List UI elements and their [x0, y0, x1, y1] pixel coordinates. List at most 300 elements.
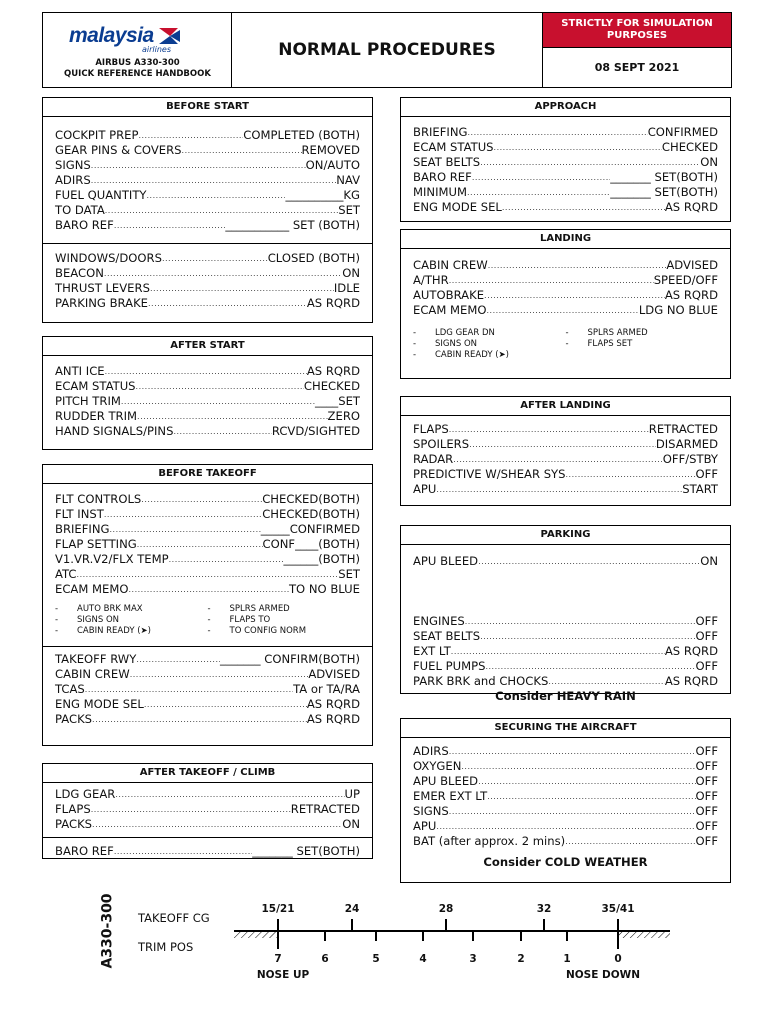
item-label: ENG MODE SEL — [55, 697, 144, 711]
checklist-item — [55, 379, 360, 394]
item-value: ON/AUTO — [305, 158, 360, 172]
checklist-item — [55, 158, 360, 173]
item-value: RCVD/SIGHTED — [271, 424, 360, 438]
checklist-item — [55, 787, 360, 802]
item-value: CHECKED — [661, 140, 718, 154]
note-text: SIGNS ON — [435, 339, 477, 349]
item-value: LDG NO BLUE — [638, 303, 718, 317]
cg-tick-label: 28 — [438, 903, 454, 915]
leader-dots — [91, 158, 306, 173]
item-value: OFF — [695, 789, 718, 803]
item-label: ATC — [55, 567, 77, 581]
checklist-item — [413, 288, 718, 303]
item-label: RADAR — [413, 452, 454, 466]
leader-dots — [147, 188, 286, 203]
item-value: __________KG — [285, 188, 360, 202]
item-value: ON — [700, 554, 718, 568]
item-value: _______ CONFIRM(BOTH) — [219, 652, 360, 666]
dash-bullet: - — [207, 615, 211, 625]
leader-dots — [465, 614, 696, 629]
trim-tick-label: 7 — [274, 953, 282, 965]
item-label: PACKS — [55, 712, 93, 726]
leader-dots — [451, 644, 665, 659]
item-value: ON — [700, 155, 718, 169]
leader-dots — [148, 296, 307, 311]
leader-dots — [77, 567, 339, 582]
before-start-panel — [42, 97, 373, 323]
trim-tick-label: 4 — [419, 953, 427, 965]
dash-bullet: - — [413, 339, 417, 349]
memo-notes — [43, 604, 372, 646]
item-value: SET — [338, 567, 360, 581]
item-value: NAV — [336, 173, 360, 187]
item-label: HAND SIGNALS/PINS — [55, 424, 174, 438]
item-label: APU — [413, 482, 437, 496]
checklist-group — [43, 646, 372, 727]
item-value: _______ SET(BOTH) — [252, 844, 360, 858]
item-label: TCAS — [55, 682, 85, 696]
checklist-item — [413, 554, 718, 569]
item-value: AS RQRD — [664, 644, 718, 658]
item-label: ECAM MEMO — [55, 582, 129, 596]
checklist-item — [413, 155, 718, 170]
memo-notes — [401, 328, 730, 361]
trim-tick-label: 6 — [321, 953, 329, 965]
checklist-item — [55, 552, 360, 567]
checklist-item — [55, 364, 360, 379]
memo-note — [208, 604, 361, 615]
leader-dots — [488, 258, 667, 273]
checklist-item — [413, 629, 718, 644]
item-label: LDG GEAR — [55, 787, 116, 801]
trim-tick-label: 1 — [563, 953, 571, 965]
kite-icon — [156, 26, 182, 46]
aircraft-type: AIRBUS A330-300 — [95, 58, 180, 68]
item-value: COMPLETED (BOTH) — [243, 128, 360, 142]
item-label: MINIMUM — [413, 185, 468, 199]
note-text: AUTO BRK MAX — [77, 604, 143, 614]
leader-dots — [453, 452, 663, 467]
item-label: ENGINES — [413, 614, 465, 628]
leader-dots — [565, 834, 695, 849]
simulation-notice: STRICTLY FOR SIMULATION PURPOSES — [542, 13, 731, 48]
item-value: UP — [344, 787, 360, 801]
cg-tick-label: 15/21 — [261, 903, 295, 915]
item-label: PACKS — [55, 817, 93, 831]
item-label: SPOILERS — [413, 437, 470, 451]
item-label: PREDICTIVE W/SHEAR SYS — [413, 467, 566, 481]
checklist-item — [413, 200, 718, 215]
checklist-item — [413, 819, 718, 834]
item-value: RETRACTED — [648, 422, 718, 436]
leader-dots — [162, 251, 268, 266]
item-label: ECAM MEMO — [413, 303, 487, 317]
item-value: CONF____(BOTH) — [262, 537, 360, 551]
item-label: PARKING BRAKE — [55, 296, 148, 310]
trim-tick-label: 0 — [614, 953, 622, 965]
item-value: CLOSED (BOTH) — [267, 251, 360, 265]
panel-title: BEFORE START — [43, 98, 372, 117]
memo-note — [566, 339, 719, 350]
checklist-item — [413, 258, 718, 273]
approach-panel — [400, 97, 731, 222]
item-value: OFF — [695, 834, 718, 848]
item-label: BARO REF — [55, 844, 114, 858]
item-label: CABIN CREW — [413, 258, 488, 272]
item-label: FLAPS — [55, 802, 91, 816]
checklist-item — [55, 844, 360, 859]
leader-dots — [436, 819, 695, 834]
panel-title: AFTER TAKEOFF / CLIMB — [43, 764, 372, 783]
checklist-item — [55, 188, 360, 203]
item-label: CABIN CREW — [55, 667, 130, 681]
leader-dots — [114, 218, 226, 233]
item-value: RETRACTED — [290, 802, 360, 816]
item-label: ADIRS — [55, 173, 91, 187]
item-value: AS RQRD — [664, 674, 718, 688]
dash-bullet: - — [207, 626, 211, 636]
item-value: IDLE — [333, 281, 360, 295]
item-label: COCKPIT PREP — [55, 128, 139, 142]
item-value: ZERO — [327, 409, 360, 423]
item-label: ANTI ICE — [55, 364, 105, 378]
item-value: _______ SET(BOTH) — [610, 185, 718, 199]
item-value: SET — [338, 203, 360, 217]
item-value: _______ SET(BOTH) — [610, 170, 718, 184]
memo-note — [55, 615, 208, 626]
leader-dots — [169, 552, 284, 567]
checklist-item — [55, 667, 360, 682]
item-value: AS RQRD — [306, 697, 360, 711]
leader-dots — [136, 652, 220, 667]
leader-dots — [121, 394, 315, 409]
checklist-item — [55, 203, 360, 218]
item-value: OFF — [695, 744, 718, 758]
trim-pos-label: TRIM POS — [138, 940, 194, 954]
leader-dots — [468, 125, 648, 140]
dash-bullet: - — [565, 328, 569, 338]
checklist-item — [413, 674, 718, 689]
leader-dots — [449, 422, 649, 437]
item-label: PITCH TRIM — [55, 394, 121, 408]
panel-title: BEFORE TAKEOFF — [43, 465, 372, 484]
item-label: FLT CONTROLS — [55, 492, 142, 506]
leader-dots — [461, 759, 695, 774]
checklist-group — [401, 545, 730, 614]
item-value: ON — [342, 817, 360, 831]
leader-dots — [85, 682, 293, 697]
leader-dots — [137, 537, 263, 552]
panel-title: AFTER LANDING — [401, 397, 730, 416]
leader-dots — [502, 200, 665, 215]
note-text: SPLRS ARMED — [229, 604, 290, 614]
dash-bullet: - — [413, 328, 417, 338]
checklist-item — [55, 567, 360, 582]
item-value: ADVISED — [308, 667, 360, 681]
item-label: EMER EXT LT — [413, 789, 488, 803]
consider-note: Consider HEAVY RAIN — [495, 689, 636, 703]
checklist-group — [401, 249, 730, 328]
item-value: OFF — [695, 659, 718, 673]
item-label: FLAP SETTING — [55, 537, 137, 551]
note-text: SIGNS ON — [77, 615, 119, 625]
checklist-item — [413, 789, 718, 804]
note-text: FLAPS SET — [587, 339, 633, 349]
checklist-item — [55, 394, 360, 409]
logo-block — [43, 13, 232, 87]
trim-tick-label: 3 — [469, 953, 477, 965]
leader-dots — [478, 554, 700, 569]
leader-dots — [182, 143, 302, 158]
item-value: CHECKED — [303, 379, 360, 393]
checklist-item — [55, 128, 360, 143]
after-takeoff-panel — [42, 763, 373, 859]
leader-dots — [105, 203, 338, 218]
item-value: DISARMED — [655, 437, 718, 451]
leader-dots — [449, 804, 696, 819]
leader-dots — [566, 467, 696, 482]
checklist-group — [43, 783, 372, 837]
item-value: OFF — [695, 804, 718, 818]
item-label: TO DATA — [55, 203, 105, 217]
item-label: FUEL PUMPS — [413, 659, 486, 673]
checklist-item — [55, 817, 360, 832]
item-value: OFF/STBY — [662, 452, 718, 466]
checklist-item — [55, 582, 360, 597]
notes-left — [413, 328, 566, 361]
item-label: RUDDER TRIM — [55, 409, 138, 423]
item-label: BAT (after approx. 2 mins) — [413, 834, 566, 848]
leader-dots — [478, 774, 695, 789]
leader-dots — [494, 140, 662, 155]
checklist-item — [413, 422, 718, 437]
item-value: OFF — [695, 759, 718, 773]
leader-dots — [138, 128, 243, 143]
after-start-panel — [42, 336, 373, 450]
panel-title: AFTER START — [43, 337, 372, 356]
leader-dots — [91, 173, 337, 188]
checklist-item — [55, 173, 360, 188]
after-landing-panel — [400, 396, 731, 506]
leader-dots — [110, 522, 261, 537]
panel-title: LANDING — [401, 230, 730, 249]
checklist-item — [413, 437, 718, 452]
item-value: AS RQRD — [664, 288, 718, 302]
cg-tick-label: 35/41 — [601, 903, 635, 915]
checklist-group — [401, 614, 730, 689]
consider-note: Consider COLD WEATHER — [483, 855, 648, 869]
item-value: AS RQRD — [664, 200, 718, 214]
dash-bullet: - — [55, 604, 59, 614]
checklist-group — [43, 484, 372, 604]
handbook-name: QUICK REFERENCE HANDBOOK — [64, 69, 211, 79]
item-value: TO NO BLUE — [288, 582, 360, 596]
item-label: BARO REF — [413, 170, 472, 184]
item-label: EXT LT — [413, 644, 451, 658]
checklist-item — [413, 273, 718, 288]
checklist-item — [55, 281, 360, 296]
landing-panel — [400, 229, 731, 379]
checklist-item — [55, 143, 360, 158]
note-text: LDG GEAR DN — [435, 328, 495, 338]
checklist-item — [413, 467, 718, 482]
item-label: BRIEFING — [55, 522, 110, 536]
hatch-left — [234, 931, 278, 938]
checklist-group — [401, 416, 730, 497]
checklist-item — [413, 614, 718, 629]
leader-dots — [467, 185, 610, 200]
checklist-item — [55, 424, 360, 439]
checklist-item — [413, 140, 718, 155]
checklist-item — [413, 644, 718, 659]
checklist-item — [55, 652, 360, 667]
notes-right — [566, 328, 719, 361]
item-value: OFF — [695, 774, 718, 788]
takeoff-cg-label: TAKEOFF CG — [138, 911, 210, 925]
leader-dots — [115, 787, 344, 802]
item-label: TAKEOFF RWY — [55, 652, 137, 666]
item-label: APU — [413, 819, 437, 833]
trim-tick-label: 5 — [372, 953, 380, 965]
note-text: CABIN READY (➤) — [77, 626, 151, 636]
checklist-item — [413, 804, 718, 819]
item-value: CHECKED(BOTH) — [262, 507, 360, 521]
panel-title: PARKING — [401, 526, 730, 545]
item-label: FLT INST — [55, 507, 104, 521]
cg-tick-label: 32 — [536, 903, 552, 915]
note-text: TO CONFIG NORM — [229, 626, 307, 636]
checklist-item — [413, 834, 718, 849]
item-value: AS RQRD — [306, 296, 360, 310]
checklist-group — [43, 243, 372, 311]
checklist-item — [413, 759, 718, 774]
item-label: GEAR PINS & COVERS — [55, 143, 182, 157]
leader-dots — [485, 659, 695, 674]
checklist-item — [413, 185, 718, 200]
checklist-item — [55, 296, 360, 311]
checklist-item — [413, 303, 718, 318]
leader-dots — [480, 629, 695, 644]
memo-note — [413, 328, 566, 339]
item-value: CHECKED(BOTH) — [262, 492, 360, 506]
checklist-item — [55, 218, 360, 233]
item-label: V1.VR.V2/FLX TEMP — [55, 552, 169, 566]
checklist-item — [55, 802, 360, 817]
checklist-item — [55, 712, 360, 727]
trim-tick-label: 2 — [517, 953, 525, 965]
memo-note — [566, 328, 719, 339]
panel-title: APPROACH — [401, 98, 730, 117]
leader-dots — [114, 844, 252, 859]
item-value: OFF — [695, 629, 718, 643]
leader-dots — [173, 424, 271, 439]
memo-note — [55, 604, 208, 615]
item-label: A/THR — [413, 273, 449, 287]
memo-note — [55, 626, 208, 637]
item-label: OXYGEN — [413, 759, 462, 773]
item-value: ADVISED — [666, 258, 718, 272]
checklist-group — [401, 117, 730, 215]
item-label: ENG MODE SEL — [413, 200, 502, 214]
item-label: BARO REF — [55, 218, 114, 232]
item-label: ADIRS — [413, 744, 449, 758]
checklist-item — [413, 659, 718, 674]
item-value: AS RQRD — [306, 712, 360, 726]
item-label: ECAM STATUS — [413, 140, 494, 154]
nose-up-label: NOSE UP — [256, 969, 310, 981]
notes-right — [208, 604, 361, 637]
revision-date: 08 SEPT 2021 — [542, 48, 731, 87]
note-text: FLAPS TO — [229, 615, 271, 625]
leader-dots — [137, 409, 328, 424]
checklist-item — [55, 522, 360, 537]
leader-dots — [136, 379, 304, 394]
item-label: ECAM STATUS — [55, 379, 136, 393]
checklist-item — [55, 492, 360, 507]
item-value: OFF — [695, 467, 718, 481]
leader-dots — [436, 482, 682, 497]
note-text: CABIN READY (➤) — [435, 350, 509, 360]
checklist-item — [55, 682, 360, 697]
leader-dots — [104, 507, 262, 522]
dash-bullet: - — [413, 350, 417, 360]
item-label: BRIEFING — [413, 125, 468, 139]
page-title: NORMAL PROCEDURES — [278, 40, 496, 60]
nose-down-label: NOSE DOWN — [565, 969, 641, 981]
item-label: AUTOBRAKE — [413, 288, 485, 302]
leader-dots — [449, 744, 696, 759]
memo-note — [413, 350, 566, 361]
item-label: SEAT BELTS — [413, 155, 481, 169]
item-value: ____SET — [315, 394, 360, 408]
checklist-item — [55, 507, 360, 522]
item-label: SIGNS — [55, 158, 91, 172]
leader-dots — [91, 802, 291, 817]
leader-dots — [480, 155, 700, 170]
item-value: CONFIRMED — [647, 125, 718, 139]
checklist-item — [413, 482, 718, 497]
hatch-right — [618, 931, 670, 938]
item-value: ON — [342, 266, 360, 280]
item-value: START — [682, 482, 718, 496]
dash-bullet: - — [207, 604, 211, 614]
item-value: AS RQRD — [306, 364, 360, 378]
leader-dots — [92, 817, 342, 832]
item-value: REMOVED — [301, 143, 360, 157]
notes-left — [55, 604, 208, 637]
item-label: FUEL QUANTITY — [55, 188, 147, 202]
item-value: OFF — [695, 614, 718, 628]
page-header — [42, 12, 732, 88]
item-label: SIGNS — [413, 804, 449, 818]
note-text: SPLRS ARMED — [587, 328, 648, 338]
checklist-group — [43, 117, 372, 243]
item-label: BEACON — [55, 266, 104, 280]
panel-title: SECURING THE AIRCRAFT — [401, 719, 730, 738]
memo-note — [208, 626, 361, 637]
dash-bullet: - — [55, 626, 59, 636]
leader-dots — [144, 697, 307, 712]
leader-dots — [92, 712, 307, 727]
leader-dots — [130, 667, 309, 682]
checklist-item — [413, 452, 718, 467]
item-label: APU BLEED — [413, 774, 479, 788]
trim-scale — [100, 895, 680, 995]
leader-dots — [141, 492, 262, 507]
item-label: THRUST LEVERS — [55, 281, 150, 295]
item-label: FLAPS — [413, 422, 449, 436]
logo-subtext: airlines — [142, 45, 172, 54]
